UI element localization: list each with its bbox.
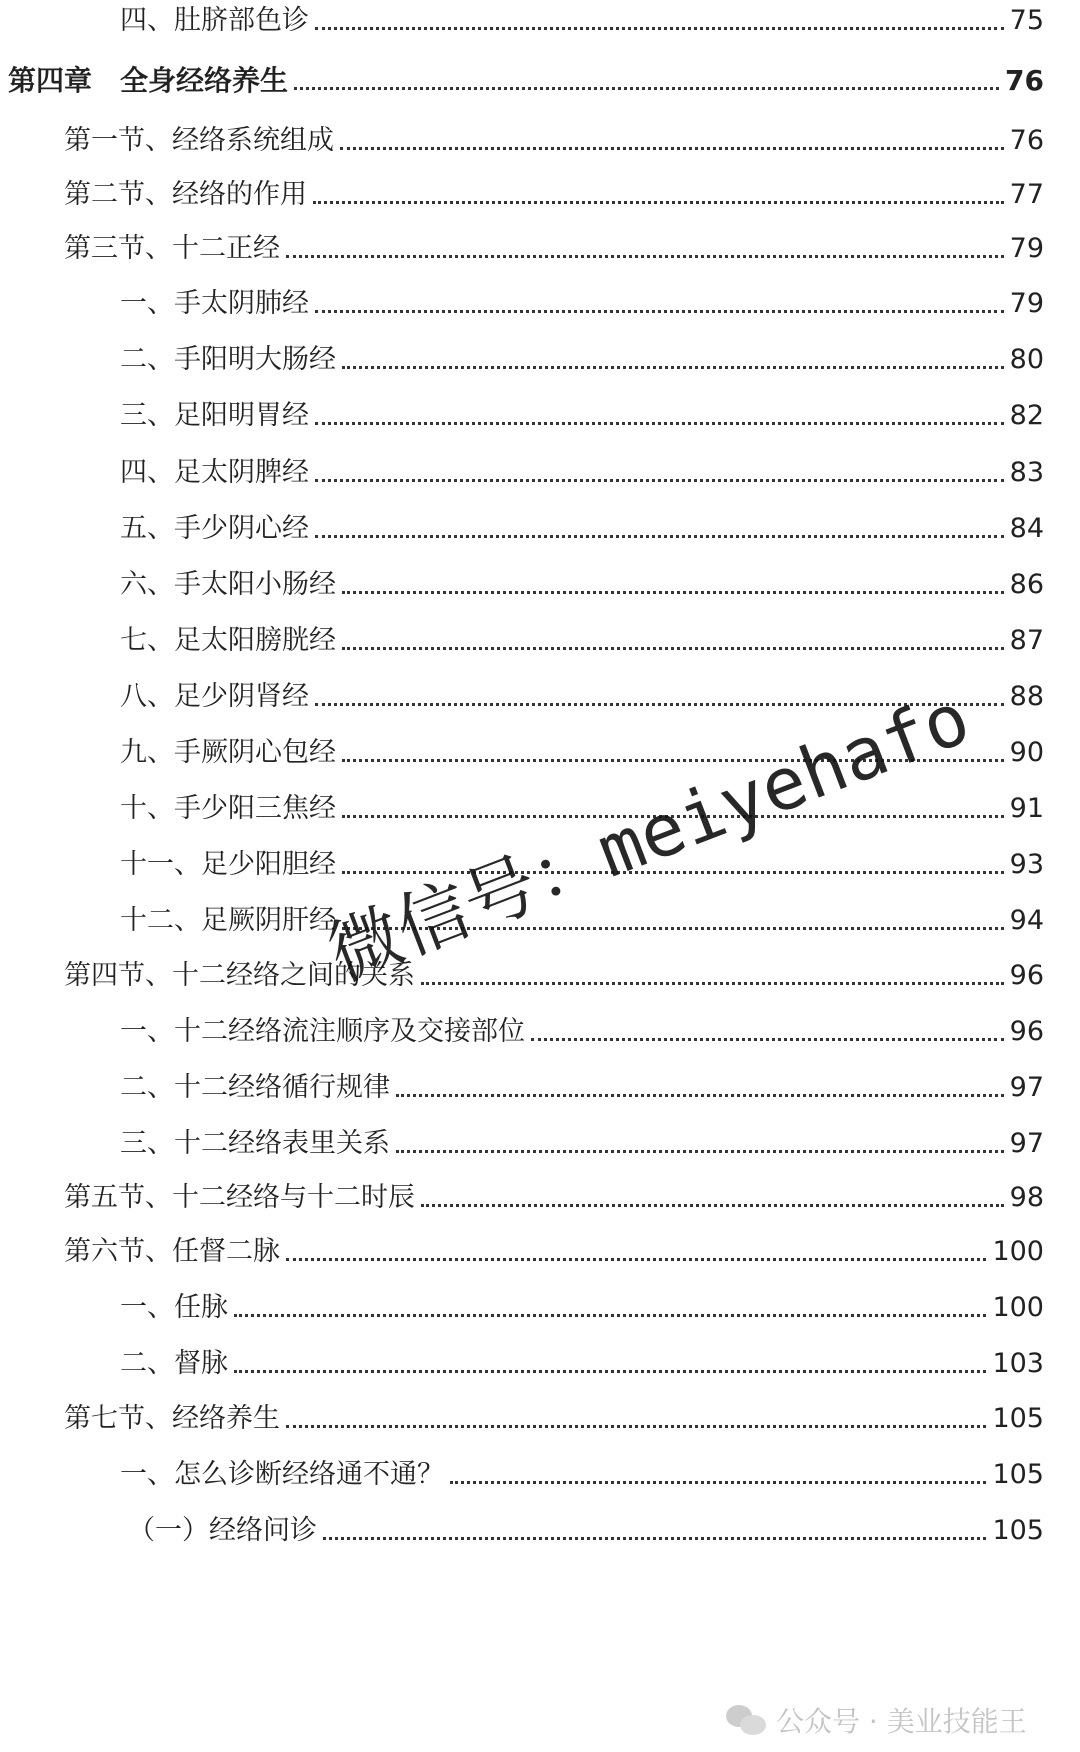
brand-label: 公众号 · 美业技能王	[776, 1705, 1027, 1738]
dot-leader	[234, 1370, 986, 1373]
toc-entry-title: 一、任脉	[120, 1292, 228, 1323]
dot-leader	[421, 982, 1004, 985]
toc-entry[interactable]	[64, 1181, 1044, 1215]
toc-entry[interactable]	[120, 399, 1044, 433]
dot-leader	[286, 255, 1004, 258]
toc-entry-title: 一、怎么诊断经络通不通？	[120, 1459, 444, 1490]
toc-entry-title: 四、肚脐部色诊	[120, 5, 309, 36]
toc-entry-page: 97	[1009, 1072, 1044, 1103]
dot-leader	[450, 1481, 986, 1484]
toc-entry-page: 87	[1009, 625, 1044, 656]
toc-entry-title: 第三节、十二正经	[64, 233, 280, 264]
toc-entry[interactable]	[64, 178, 1044, 212]
toc-entry-page: 98	[1009, 1182, 1044, 1213]
toc-entry[interactable]	[120, 512, 1044, 546]
toc-entry[interactable]	[120, 568, 1044, 602]
dot-leader	[421, 1204, 1004, 1207]
dot-leader	[396, 1150, 1004, 1153]
dot-leader	[315, 535, 1004, 538]
dot-leader	[342, 647, 1004, 650]
toc-entry-page: 97	[1009, 1128, 1044, 1159]
toc-entry-title: 十一、足少阳胆经	[120, 849, 336, 880]
toc-entry-page: 80	[1009, 344, 1044, 375]
toc-entry-title: 三、足阳明胃经	[120, 400, 309, 431]
toc-entry[interactable]	[120, 1127, 1044, 1161]
toc-entry-page: 75	[1009, 5, 1044, 36]
toc-entry-page: 83	[1009, 457, 1044, 488]
toc-entry-title: 三、十二经络表里关系	[120, 1128, 390, 1159]
toc-entry-title: 九、手厥阴心包经	[120, 737, 336, 768]
toc-entry[interactable]	[120, 456, 1044, 490]
toc-entry[interactable]	[64, 232, 1044, 266]
dot-leader	[315, 422, 1004, 425]
toc-entry-title: 二、督脉	[120, 1348, 228, 1379]
toc-entry[interactable]	[120, 1291, 1044, 1325]
toc-entry[interactable]	[64, 1235, 1044, 1269]
toc-entry-title: 八、足少阴肾经	[120, 681, 309, 712]
toc-entry-page: 96	[1009, 960, 1044, 991]
toc-entry[interactable]	[120, 1458, 1044, 1492]
toc-entry[interactable]	[120, 1015, 1044, 1049]
toc-entry-page: 100	[992, 1236, 1044, 1267]
dot-leader	[315, 310, 1004, 313]
toc-entry-title: 第四章 全身经络养生	[8, 64, 289, 97]
toc-entry-page: 84	[1009, 513, 1044, 544]
toc-entry-title: 一、十二经络流注顺序及交接部位	[120, 1016, 525, 1047]
dot-leader	[396, 1094, 1004, 1097]
toc-entry-page: 100	[992, 1292, 1044, 1323]
toc-entry[interactable]	[120, 343, 1044, 377]
dot-leader	[315, 27, 1004, 30]
wechat-icon	[726, 1703, 768, 1737]
toc-entry[interactable]	[120, 1347, 1044, 1381]
toc-entry-title: 二、十二经络循行规律	[120, 1072, 390, 1103]
toc-entry-title: 第一节、经络系统组成	[64, 125, 334, 156]
toc-entry-title: 四、足太阴脾经	[120, 457, 309, 488]
toc-entry-page: 79	[1009, 233, 1044, 264]
toc-entry-page: 94	[1009, 905, 1044, 936]
toc-entry-page: 105	[992, 1403, 1044, 1434]
toc-entry-title: 五、手少阴心经	[120, 513, 309, 544]
toc-entry[interactable]	[120, 4, 1044, 38]
toc-entry[interactable]	[120, 624, 1044, 658]
toc-entry-page: 86	[1009, 569, 1044, 600]
toc-entry-page: 105	[992, 1459, 1044, 1490]
dot-leader	[286, 1425, 986, 1428]
dot-leader	[340, 147, 1004, 150]
dot-leader	[234, 1314, 986, 1317]
toc-entry-title: 六、手太阳小肠经	[120, 569, 336, 600]
toc-entry-title: 第四节、十二经络之间的关系	[64, 960, 415, 991]
toc-entry-title: 第六节、任督二脉	[64, 1236, 280, 1267]
toc-entry-page: 82	[1009, 400, 1044, 431]
toc-entry-page: 96	[1009, 1016, 1044, 1047]
dot-leader	[315, 479, 1004, 482]
toc-entry[interactable]	[64, 1402, 1044, 1436]
toc-entry-page: 76	[1009, 125, 1044, 156]
toc-entry-title: 第二节、经络的作用	[64, 179, 307, 210]
toc-entry-page: 76	[1005, 64, 1044, 97]
dot-leader	[286, 1258, 986, 1261]
dot-leader	[294, 87, 999, 90]
toc-entry-title: 十二、足厥阴肝经	[120, 905, 336, 936]
toc-entry[interactable]	[120, 287, 1044, 321]
dot-leader	[342, 591, 1004, 594]
toc-entry[interactable]	[8, 64, 1044, 98]
toc-entry-title: 十、手少阳三焦经	[120, 793, 336, 824]
watermark-text: 微信号：meiyehafo	[317, 675, 981, 997]
toc-entry[interactable]	[64, 124, 1044, 158]
toc-entry-page: 79	[1009, 288, 1044, 319]
toc-entry-title: 七、足太阳膀胱经	[120, 625, 336, 656]
brand-watermark	[726, 1700, 1027, 1740]
toc-entry-page: 91	[1009, 793, 1044, 824]
toc-entry[interactable]	[128, 1514, 1044, 1548]
dot-leader	[323, 1537, 986, 1540]
dot-leader	[313, 201, 1004, 204]
toc-entry-page: 103	[992, 1348, 1044, 1379]
toc-entry-page: 88	[1009, 681, 1044, 712]
toc-entry[interactable]	[64, 959, 1044, 993]
toc-entry-title: （一）经络问诊	[128, 1515, 317, 1546]
toc-entry-page: 105	[992, 1515, 1044, 1546]
toc-entry-page: 90	[1009, 737, 1044, 768]
dot-leader	[342, 366, 1004, 369]
dot-leader	[531, 1038, 1004, 1041]
toc-entry-title: 第五节、十二经络与十二时辰	[64, 1182, 415, 1213]
toc-entry-title: 第七节、经络养生	[64, 1403, 280, 1434]
toc-entry-title: 二、手阳明大肠经	[120, 344, 336, 375]
toc-entry-page: 77	[1009, 179, 1044, 210]
toc-entry-page: 93	[1009, 849, 1044, 880]
toc-entry-title: 一、手太阴肺经	[120, 288, 309, 319]
toc-entry[interactable]	[120, 1071, 1044, 1105]
